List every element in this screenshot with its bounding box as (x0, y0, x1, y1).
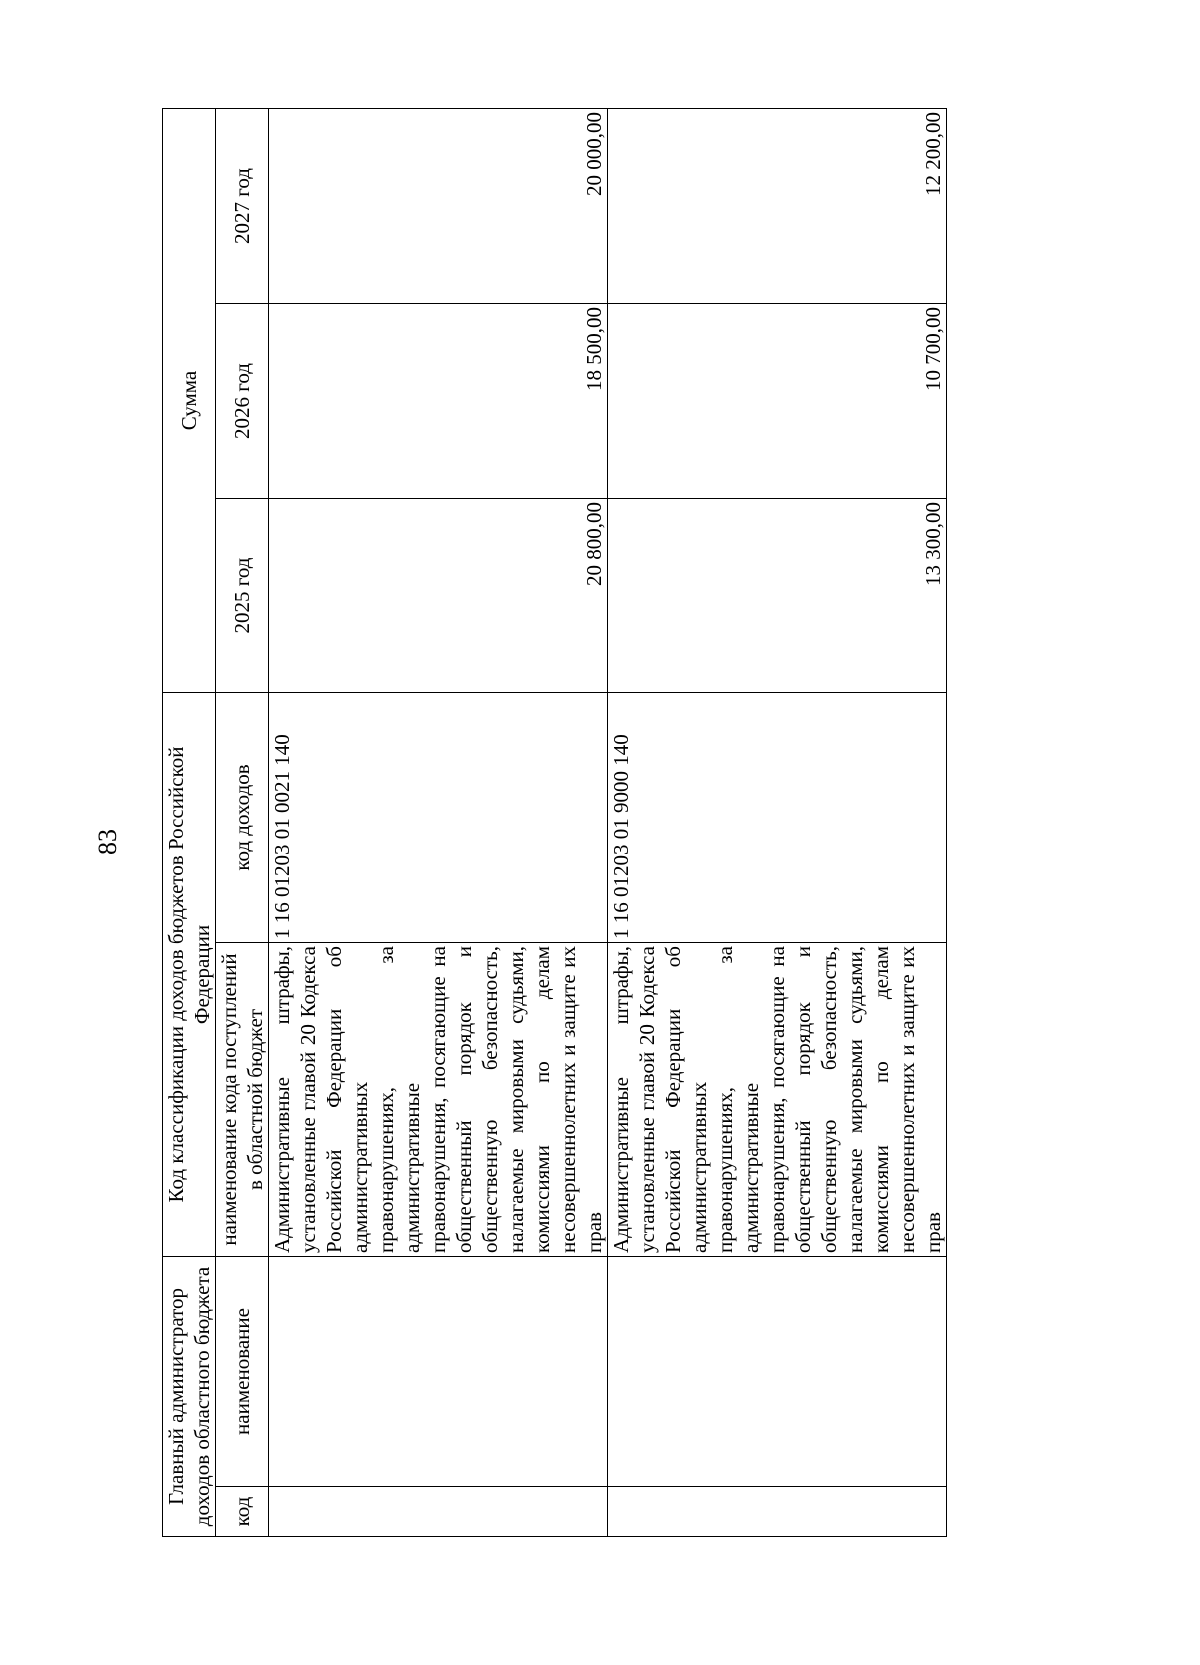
header-classification-group: Код классификации доходов бюджетов Российской Федерации (163, 692, 216, 1256)
header-col-code: код (216, 1487, 269, 1537)
amount-2027-cell: 20 000,00 (269, 108, 608, 303)
amount-2025-cell: 20 800,00 (269, 498, 608, 692)
income-name-cell: Административные штрафы, установленные главой 20 Кодекса Российской Федерации об административных правонарушениях, за административные правонарушения, посягающие на общественный порядок и общественную безопасность, налагаемые мировыми судьями, комиссиями по делам несовершеннолетних и защите их прав (608, 943, 947, 1257)
income-code-cell: 1 16 01203 01 9000 140 (608, 692, 947, 942)
budget-revenue-table (162, 108, 947, 1537)
header-col-2027: 2027 год (216, 108, 269, 303)
header-col-2025: 2025 год (216, 498, 269, 692)
header-admin-group: Главный администратор доходов областного бюджета (163, 1257, 216, 1537)
admin-name-cell (608, 1257, 947, 1487)
table-row (269, 108, 608, 1536)
admin-code-cell (269, 1487, 608, 1537)
table-row (608, 108, 947, 1536)
admin-code-cell (608, 1487, 947, 1537)
header-col-income-code: код доходов (216, 692, 269, 942)
page-number: 83 (93, 829, 122, 855)
admin-name-cell (269, 1257, 608, 1487)
amount-2027-cell: 12 200,00 (608, 108, 947, 303)
amount-2026-cell: 18 500,00 (269, 303, 608, 498)
amount-2025-cell: 13 300,00 (608, 498, 947, 692)
header-col-income-name: наименование кода поступлений в областной бюджет (216, 943, 269, 1257)
header-col-2026: 2026 год (216, 303, 269, 498)
income-name-cell: Административные штрафы, установленные главой 20 Кодекса Российской Федерации об административных правонарушениях, за административные правонарушения, посягающие на общественный порядок и общественную безопасность, налагаемые мировыми судьями, комиссиями по делам несовершеннолетних и защите их прав (269, 943, 608, 1257)
rotated-table-wrapper (162, 109, 945, 1537)
header-col-name: наименование (216, 1257, 269, 1487)
amount-2026-cell: 10 700,00 (608, 303, 947, 498)
header-sum-group: Сумма (163, 108, 216, 692)
income-code-cell: 1 16 01203 01 0021 140 (269, 692, 608, 942)
